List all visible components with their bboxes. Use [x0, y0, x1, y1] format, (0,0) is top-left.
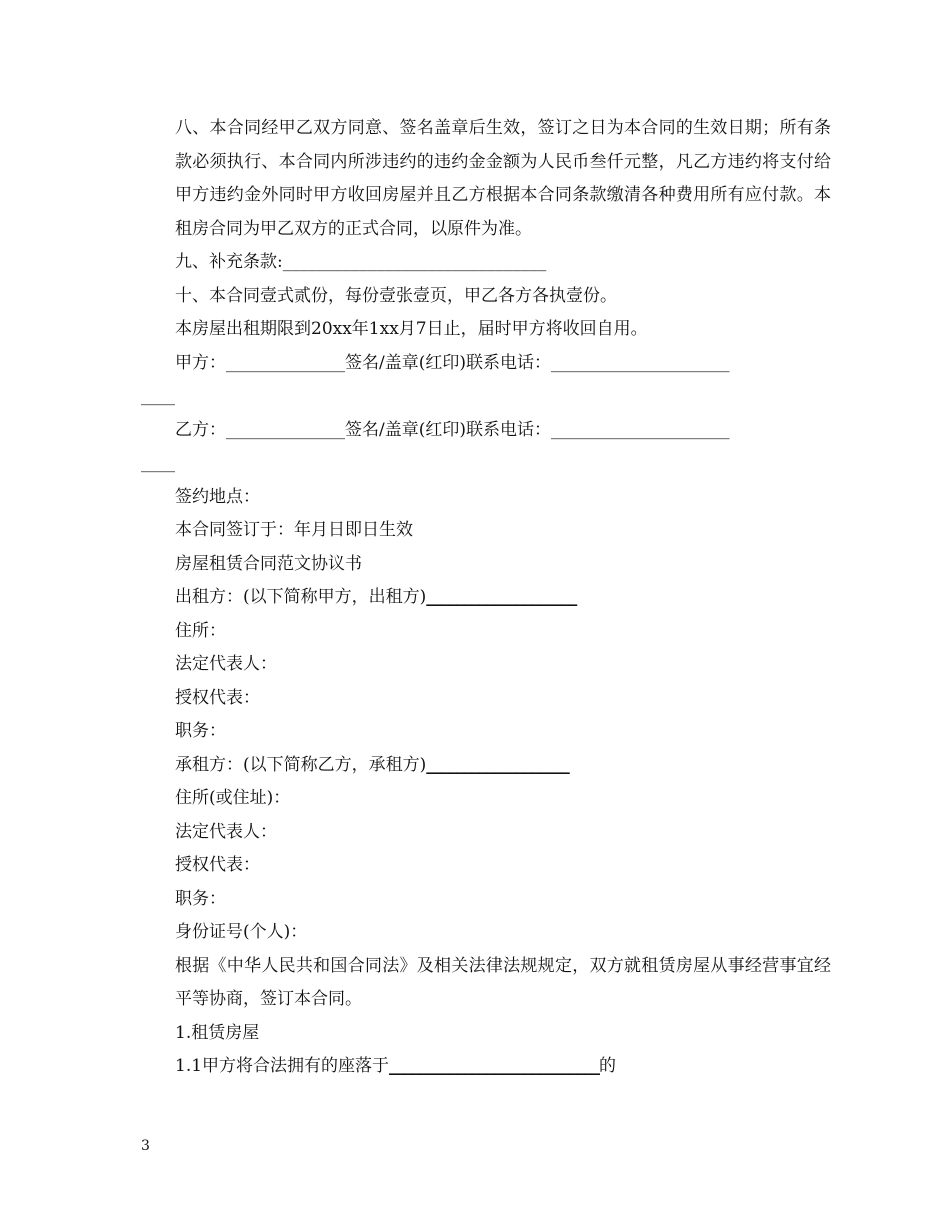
page-number: 3	[141, 1138, 150, 1154]
preamble: 根据《中华人民共和国合同法》及相关法律法规规定，双方就租赁房屋从事经营事宜经平等协商，签订本合同。	[175, 955, 831, 1009]
lessee-id-number: 身份证号(个人)：	[175, 922, 308, 942]
lessor-label: 出租方：(以下简称甲方，出租方)	[175, 587, 427, 607]
lessee-position: 职务：	[175, 888, 226, 909]
party-a-signature-continued: ____	[141, 386, 175, 406]
location-suffix: 的	[599, 1056, 617, 1076]
rental-period: 本房屋出租期限到20xx年1xx月7日止，届时甲方将收回自用。	[175, 319, 648, 339]
lessor-position: 职务：	[175, 721, 226, 741]
lessor-address: 住所：	[175, 620, 226, 641]
lessee-authorized-rep: 授权代表：	[175, 855, 260, 875]
signing-date: 本合同签订于：年月日即日生效	[175, 520, 413, 540]
clause-10: 十、本合同壹式贰份，每份壹张壹页，甲乙各方各执壹份。	[175, 285, 617, 306]
lessor-line	[141, 581, 831, 615]
section-1-1-text: 1.1甲方将合法拥有的座落于	[175, 1056, 390, 1076]
lessee-line	[141, 749, 831, 783]
location-blank: ____________________________	[389, 1056, 600, 1076]
lessor-blank: ____________________	[426, 587, 577, 607]
lessor-legal-rep: 法定代表人：	[175, 654, 277, 674]
section-1-heading: 1.租赁房屋	[175, 1022, 260, 1043]
party-b-signature: 乙方：______________签名/盖章(红印)联系电话：_____________________	[175, 419, 730, 440]
section-1-1-line	[141, 1050, 831, 1084]
party-b-signature-continued: ____	[141, 453, 175, 473]
clause-9: 九、补充条款:_______________________________	[175, 252, 547, 272]
lessor-authorized-rep: 授权代表：	[175, 687, 260, 708]
party-a-signature: 甲方：______________签名/盖章(红印)联系电话：_____________________	[175, 352, 730, 373]
signing-location: 签约地点：	[175, 486, 260, 507]
document-page	[141, 112, 831, 1084]
lessee-address: 住所(或住址)：	[175, 788, 291, 808]
document-title: 房屋租赁合同范文协议书	[175, 553, 362, 574]
lessee-legal-rep: 法定代表人：	[175, 821, 277, 842]
lessee-label: 承租方：(以下简称乙方，承租方)	[175, 754, 427, 775]
lessee-blank: ___________________	[426, 754, 569, 775]
clause-8: 八、本合同经甲乙双方同意、签名盖章后生效，签订之日为本合同的生效日期；所有条款必须执行、本合同内所涉违约的违约金金额为人民币叁仟元整，凡乙方违约将支付给甲方违约金外同时甲方收回房屋并且乙方根据本合同条款缴清各种费用所有应付款。本租房合同为甲乙双方的正式合同，以原件为准。	[175, 118, 831, 239]
